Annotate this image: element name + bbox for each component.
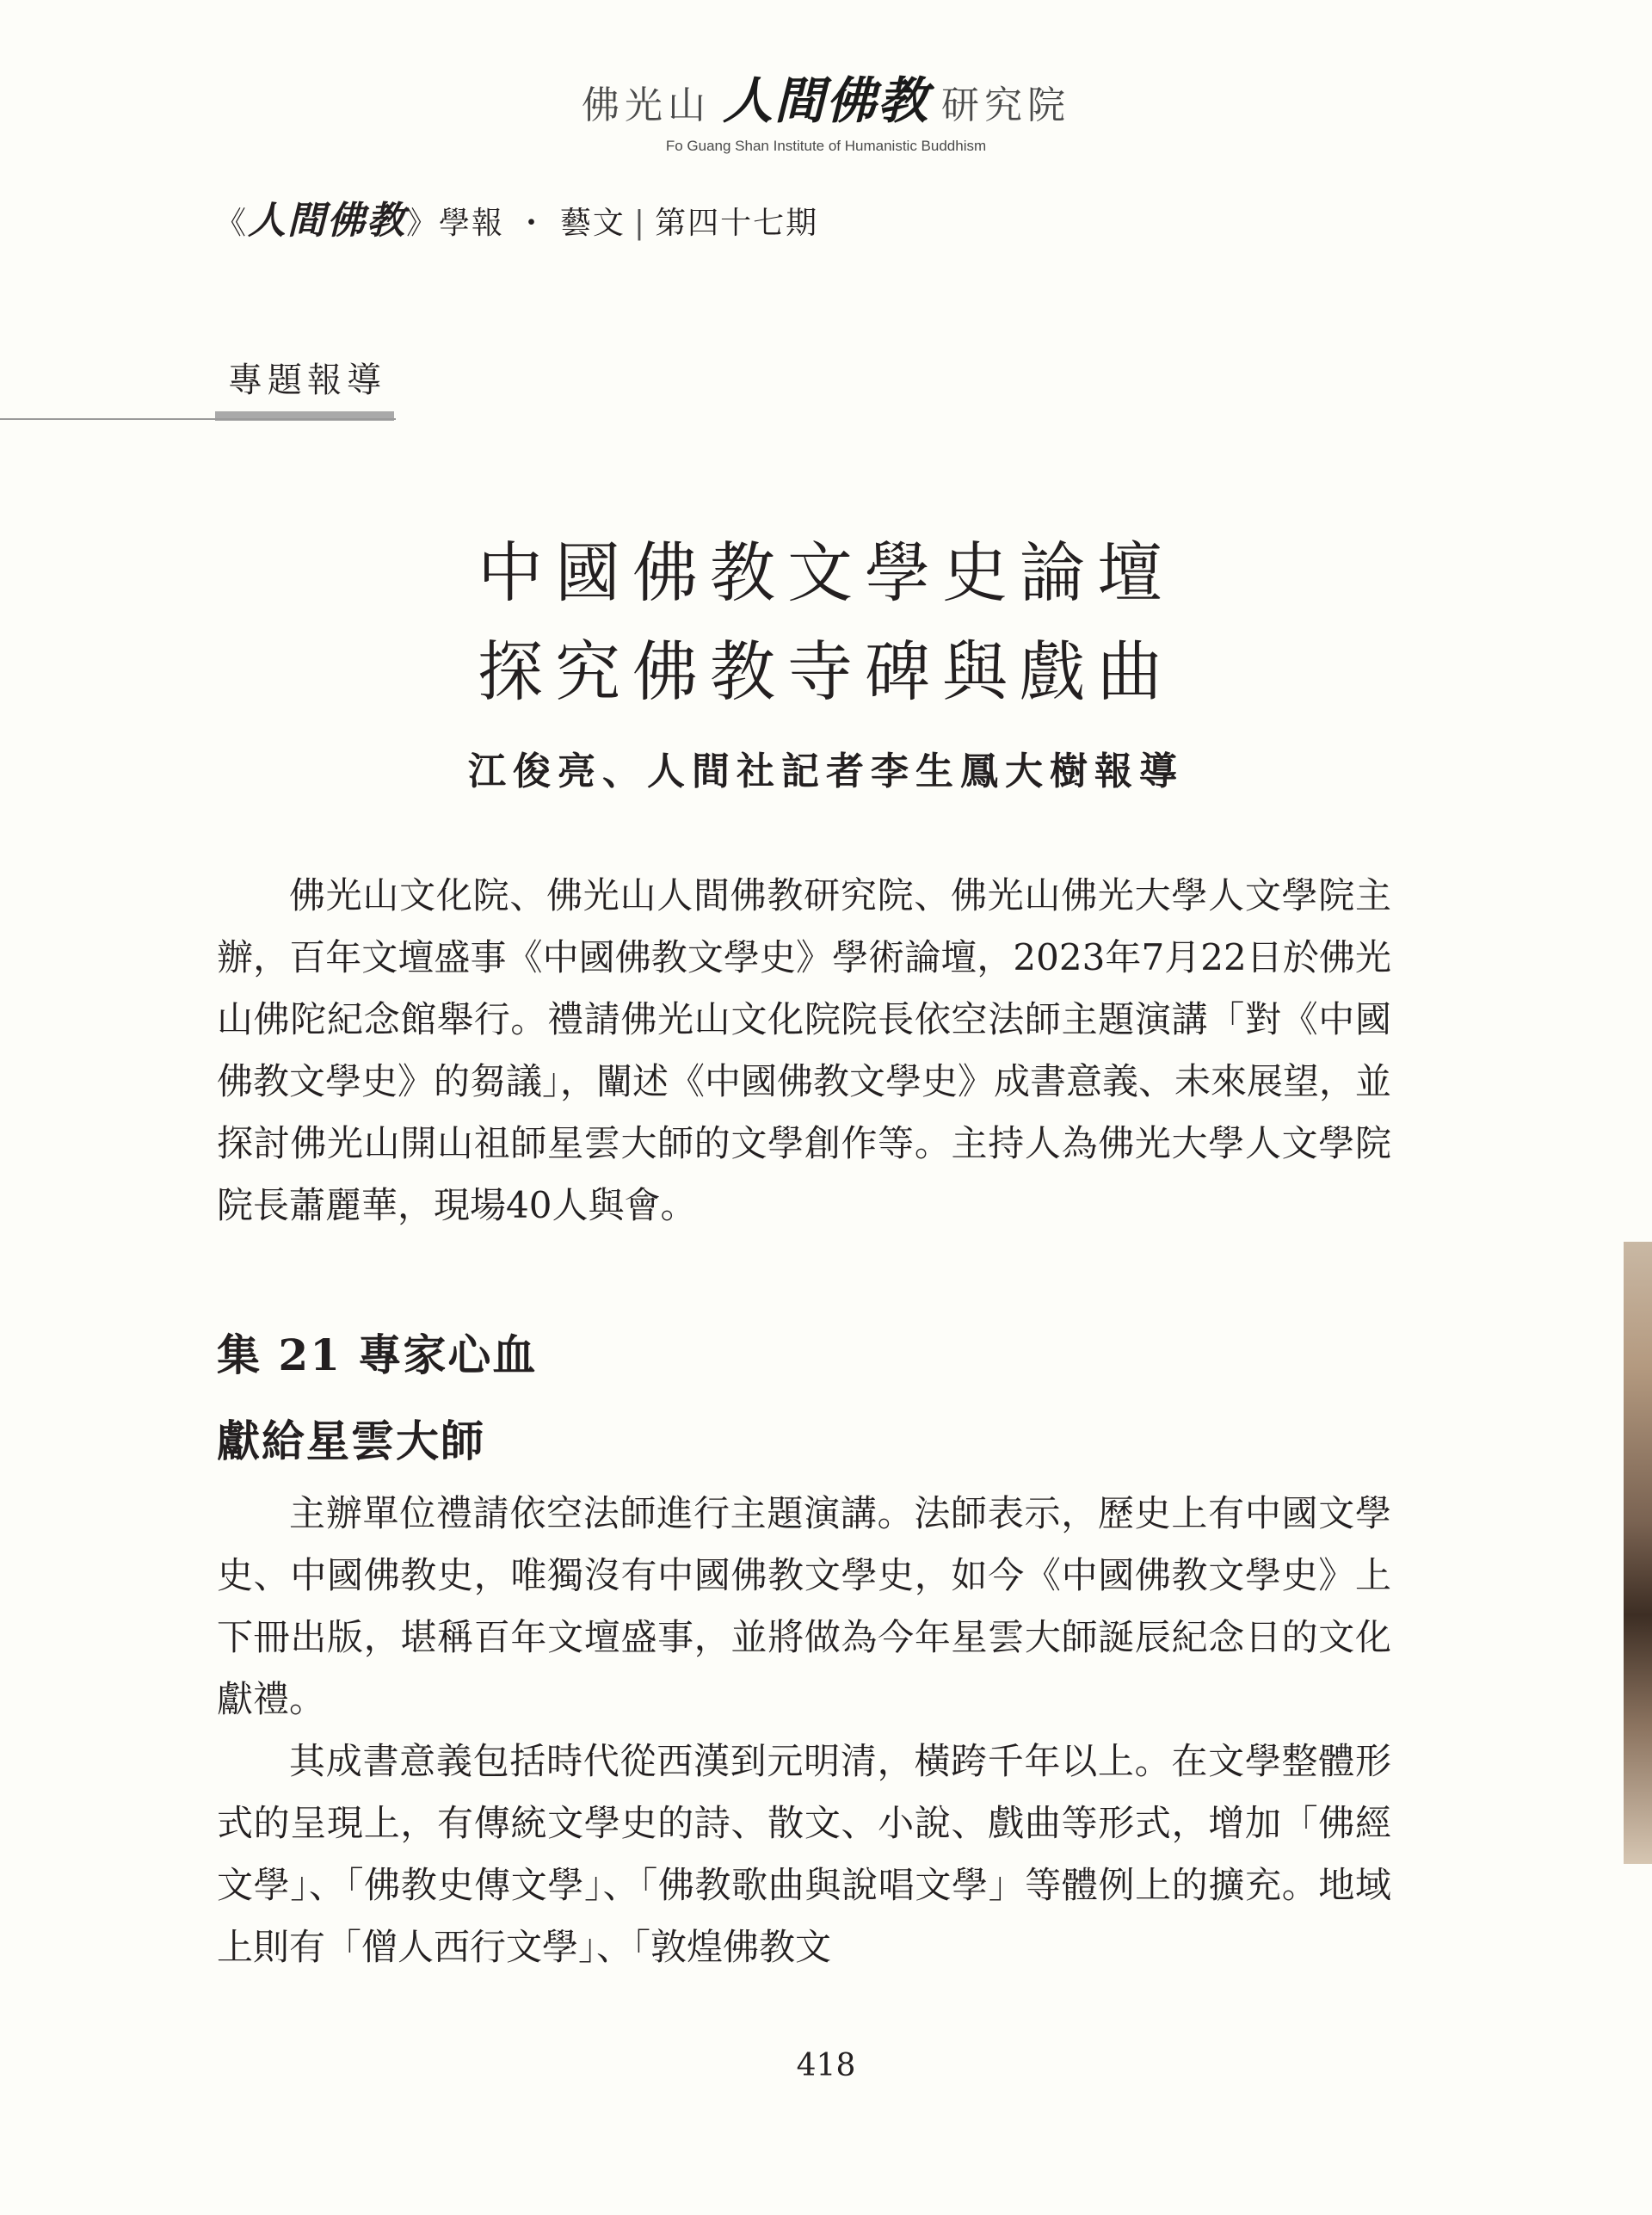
section-rule: [0, 418, 396, 420]
body-paragraph-1: 主辦單位禮請依空法師進行主題演講。法師表示，歷史上有中國文學史、中國佛教史，唯獨沒有中國佛教文學史，如今《中國佛教文學史》上下冊出版，堪稱百年文壇盛事，並將做為今年星雲大師誕辰紀念日的文化獻禮。: [217, 1492, 1391, 1720]
page-number: 418: [796, 2048, 856, 2083]
article-title-line-2: 探究佛教寺碑與戲曲: [478, 633, 1174, 710]
section-label: 專題報導: [228, 361, 386, 400]
article-intro: [217, 865, 1391, 1237]
journal-running-header: [215, 189, 818, 244]
logo-calligraphy-mark: 人間佛教: [722, 71, 929, 130]
logo-english-name: Fo Guang Shan Institute of Humanistic Buddhism: [665, 138, 987, 154]
journal-name: 學報 ・ 藝文: [439, 206, 626, 241]
logo-left-text: 佛光山: [581, 83, 711, 127]
journal-close-bracket: 》: [406, 206, 440, 241]
article-title-line-1: 中國佛教文學史論壇: [478, 534, 1174, 611]
logo-right-text: 研究院: [941, 83, 1070, 127]
body-paragraph-2: 其成書意義包括時代從西漢到元明清，橫跨千年以上。在文學整體形式的呈現上，有傳統文學史的詩、散文、小說、戲曲等形式，增加「佛經文學」、「佛教史傳文學」、「佛教歌曲與說唱文學」等體例上的擴充。地域上則有「僧人西行文學」、「敦煌佛教文: [217, 1740, 1391, 1968]
photo-edge-image: [1624, 1242, 1652, 1864]
journal-separator: |: [633, 206, 647, 241]
subheading-2: 獻給星雲大師: [217, 1416, 485, 1466]
institute-logo: [0, 60, 1652, 155]
article-byline: 江俊亮、人間社記者李生鳳大樹報導: [468, 750, 1184, 793]
intro-paragraph: 佛光山文化院、佛光山人間佛教研究院、佛光山佛光大學人文學院主辦，百年文壇盛事《中國佛教文學史》學術論壇，2023年7月22日於佛光山佛陀紀念館舉行。禮請佛光山文化院院長依空法師主題演講「對《中國佛教文學史》的芻議」，闡述《中國佛教文學史》成書意義、未來展望，並探討佛光山開山祖師星雲大師的文學創作等。主持人為佛光大學人文學院院長蕭麗華，現場40人與會。: [217, 874, 1392, 1226]
subheading-1: 集 21 專家心血: [217, 1330, 538, 1380]
article-body: [217, 1483, 1391, 1978]
journal-open-bracket: 《: [215, 206, 249, 241]
journal-issue: 第四十七期: [655, 206, 819, 241]
journal-calligraphy-mark: 人間佛教: [248, 199, 407, 243]
